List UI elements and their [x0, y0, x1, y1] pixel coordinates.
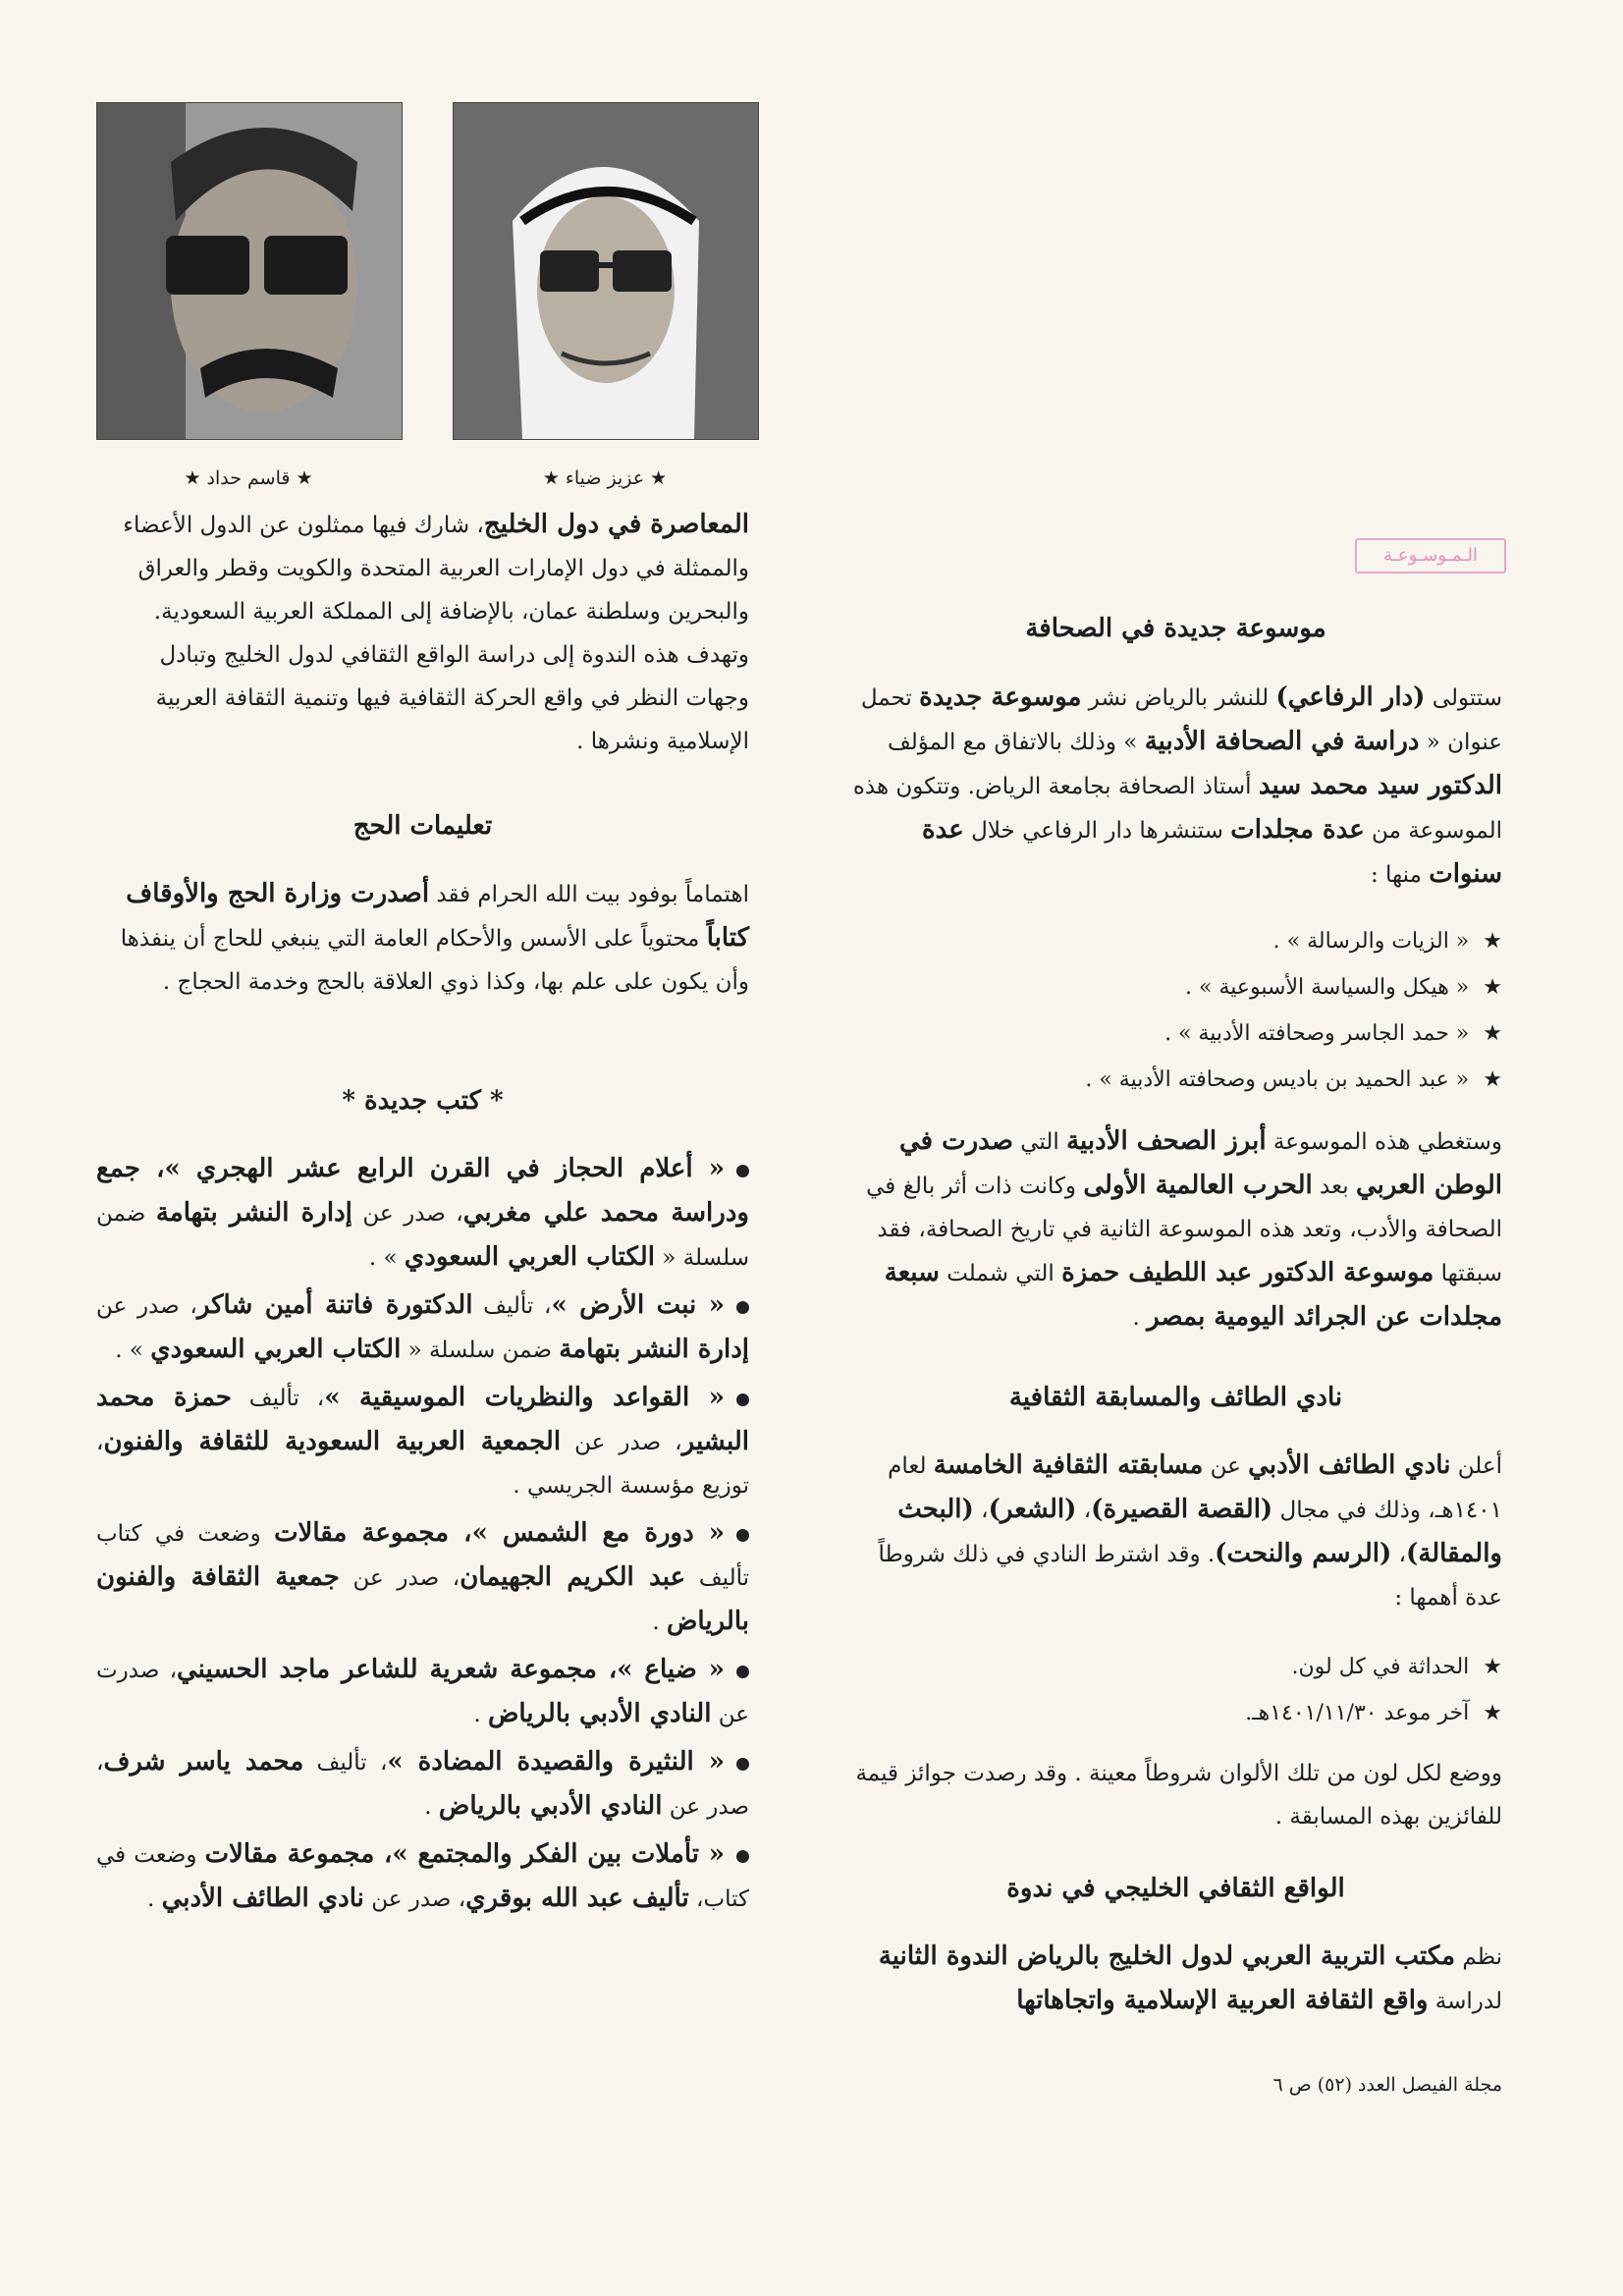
- paragraph-taif-contest: [849, 1444, 1502, 1619]
- paragraph-gulf-symposium: [849, 1935, 1502, 2023]
- book-item: [96, 1648, 749, 1736]
- text-run: ، تأليف: [472, 1293, 552, 1319]
- heading-new-books: * كتب جديدة *: [342, 1086, 504, 1116]
- text-run: ، صدر عن: [363, 1886, 466, 1912]
- bold-run: حمزة محمد البشير: [96, 1383, 749, 1456]
- text-run: ، صدر عن: [96, 1293, 197, 1319]
- bold-run: إدارة النشر بتهامة: [155, 1198, 352, 1228]
- bold-run: الكتاب العربي السعودي: [150, 1335, 402, 1364]
- text-run: ، صدرت عن: [96, 1658, 749, 1727]
- text-run: أستاذ الصحافة بجامعة الرياض. وتتكون هذه الموسوعة من: [852, 774, 1502, 844]
- portrait-qasim-image: [97, 103, 402, 439]
- bold-run: الدكتور سيد محمد سيد: [1258, 771, 1502, 800]
- text-run: ، توزيع مؤسسة الجريسي .: [96, 1430, 749, 1499]
- bold-run: مسابقته الثقافية الخامسة: [933, 1450, 1204, 1480]
- bold-run: النادي الأدبي بالرياض: [438, 1791, 663, 1821]
- text-run: محتوياً على الأسس والأحكام العامة التي ينبغي للحاج أن ينفذها وأن يكون على علم بها، وكذا ذوي العلاقة بالحج وخدمة الحجاج .: [120, 926, 749, 995]
- bold-run: موسوعة جديدة: [919, 683, 1082, 712]
- text-run: وستغطي هذه الموسوعة: [1266, 1129, 1502, 1155]
- list-item: [849, 964, 1502, 1011]
- bullet-icon: [736, 1850, 749, 1863]
- text-run: تحمل عنوان «: [860, 685, 1502, 755]
- text-run: ،: [1391, 1542, 1407, 1567]
- star-icon: ★: [1483, 1067, 1502, 1092]
- text-run: » .: [368, 1245, 405, 1271]
- bold-run: المعاصرة في دول الخليج: [483, 510, 749, 539]
- bold-run: أصدرت وزارة الحج والأوقاف كتاباً: [126, 879, 749, 953]
- text-run: .: [473, 1702, 488, 1727]
- paragraph-symposium-continued: [96, 503, 749, 763]
- paragraph-encyclopedia-coverage: [849, 1120, 1502, 1339]
- list-item: [849, 1690, 1502, 1736]
- book-item: [96, 1284, 749, 1372]
- bold-run: إدارة النشر بتهامة: [559, 1335, 749, 1364]
- bold-run: جمعية الثقافة والفنون بالرياض: [96, 1562, 749, 1636]
- bold-run: دراسة في الصحافة الأدبية: [1144, 727, 1420, 756]
- star-icon: ★: [1483, 975, 1502, 1000]
- text-run: نظم: [1455, 1944, 1502, 1970]
- bold-run: « تأملات بين الفكر والمجتمع »، مجموعة مقالات: [204, 1839, 725, 1869]
- text-run: ضمن سلسلة «: [96, 1201, 749, 1271]
- bold-run: مكتب التربية العربي لدول الخليج بالرياض الندوة الثانية: [878, 1941, 1456, 1971]
- list-item: [849, 1011, 1502, 1057]
- text-run: ، شارك فيها ممثلون عن الدول الأعضاء والممثلة في دول الإمارات العربية المتحدة والكويت وقطر والعراق والبحرين وسلطنة عمان، بالإضافة إلى المملكة العربية السعودية. وتهدف هذه الندوة إلى دراسة الواقع الثقافي لدول الخليج وتبادل وجهات النظر في واقع الحركة الثقافية فيها وتنمية الثقافة العربية الإسلامية ونشرها .: [123, 513, 749, 754]
- bold-run: نادي الطائف الأدبي: [1248, 1450, 1451, 1480]
- text-run: ، صدر عن: [352, 1201, 463, 1227]
- bullet-icon: [736, 1165, 749, 1177]
- paragraph-encyclopedia-intro: [849, 676, 1502, 897]
- bold-run: « ضياع »، مجموعة شعرية للشاعر ماجد الحسيني: [177, 1655, 725, 1684]
- list-item-text: الحداثة في كل لون.: [1291, 1655, 1470, 1679]
- list-item-text: « هيكل والسياسة الأسبوعية » .: [1185, 975, 1470, 1000]
- text-run: ، تأليف: [232, 1386, 325, 1411]
- bold-run: « النثيرة والقصيدة المضادة »: [387, 1747, 725, 1777]
- text-run: التي: [1012, 1129, 1067, 1155]
- caption-aziz: ★ عزيز ضياء ★: [542, 467, 668, 489]
- star-icon: ★: [1483, 929, 1502, 954]
- paragraph-text: ووضع لكل لون من تلك الألوان شروطاً معينة . وقد رصدت جوائز قيمة للفائزين بهذه المسابقة .: [855, 1761, 1502, 1830]
- heading-taif-club-contest: نادي الطائف والمسابقة الثقافية: [1008, 1383, 1343, 1412]
- star-icon: ★: [1483, 1701, 1502, 1725]
- new-books-list: [96, 1147, 749, 1925]
- star-icon: ★: [1483, 1655, 1502, 1679]
- bold-run: الحرب العالمية الأولى: [1083, 1171, 1313, 1200]
- caption-qasim: ★ قاسم حداد ★: [184, 467, 313, 489]
- text-run: ضمن سلسلة «: [401, 1338, 560, 1363]
- bullet-icon: [736, 1529, 749, 1542]
- text-run: .: [424, 1794, 439, 1820]
- bold-run: (البحث والمقالة): [897, 1495, 1502, 1568]
- bold-run: النادي الأدبي بالرياض: [487, 1699, 712, 1728]
- text-run: التي شملت: [939, 1261, 1062, 1286]
- book-item: [96, 1511, 749, 1644]
- bold-run: سبعة مجلدات عن الجرائد اليومية بمصر: [884, 1258, 1502, 1332]
- bold-run: (دار الرفاعي): [1275, 683, 1426, 712]
- bold-run: الكتاب العربي السعودي: [404, 1242, 655, 1272]
- bold-run: تأليف عبد الله بوقري: [465, 1884, 689, 1913]
- text-run: اهتماماً بوفود بيت الله الحرام فقد: [429, 882, 749, 907]
- bold-run: أبرز الصحف الأدبية: [1066, 1126, 1267, 1156]
- book-item: [96, 1147, 749, 1280]
- book-item: [96, 1740, 749, 1829]
- bold-run: عدة سنوات: [922, 815, 1502, 889]
- bold-run: (القصة القصيرة): [1091, 1495, 1273, 1524]
- heading-hajj-instructions: تعليمات الحج: [352, 811, 493, 841]
- text-run: للنشر بالرياض نشر: [1081, 685, 1276, 711]
- bold-run: عدة مجلدات: [1230, 815, 1365, 845]
- text-run: أعلن: [1450, 1453, 1502, 1479]
- text-run: منها :: [1370, 862, 1430, 888]
- list-item-text: « الزيات والرسالة » .: [1272, 929, 1470, 954]
- book-item: [96, 1376, 749, 1507]
- section-tag: الـمـوسـوعـة: [1355, 538, 1506, 574]
- bold-run: صدرت في الوطن العربي: [899, 1126, 1502, 1200]
- bold-run: محمد ياسر شرف: [103, 1747, 304, 1777]
- text-run: » وذلك بالاتفاق مع المؤلف: [887, 730, 1145, 755]
- bold-run: « نبت الأرض »: [551, 1290, 725, 1320]
- text-run: .: [1132, 1305, 1148, 1331]
- list-item: [849, 1644, 1502, 1690]
- portrait-aziz-diaa: [453, 102, 759, 440]
- bold-run: عبد الكريم الجهيمان: [460, 1562, 686, 1592]
- bold-run: (الرسم والنحت): [1215, 1539, 1392, 1568]
- text-run: » .: [115, 1338, 151, 1363]
- text-run: ،: [1076, 1498, 1092, 1523]
- text-run: بعد: [1312, 1174, 1356, 1199]
- text-run: لدراسة: [1428, 1989, 1502, 2014]
- bullet-icon: [736, 1666, 749, 1678]
- paragraph-hajj-instructions: [96, 872, 749, 1004]
- list-item: [849, 918, 1502, 964]
- text-run: .: [652, 1610, 667, 1635]
- list-item-text: « حمد الجاسر وصحافته الأدبية » .: [1164, 1021, 1470, 1046]
- page-footer: مجلة الفيصل العدد (٥٢) ص ٦: [1272, 2074, 1502, 2096]
- text-run: وكانت ذات أثر بالغ في الصحافة والأدب، وتعد هذه الموسوعة الثانية في تاريخ الصحافة، فقد سبقتها: [866, 1174, 1502, 1286]
- heading-new-encyclopedia: موسوعة جديدة في الصحافة: [1025, 614, 1326, 643]
- text-run: ، تأليف: [303, 1750, 388, 1776]
- bold-run: « القواعد والنظريات الموسيقية »: [324, 1383, 725, 1412]
- text-run: لعام ١٤٠١هـ، وذلك في مجال: [888, 1453, 1502, 1523]
- text-run: وضعت في كتاب تأليف: [96, 1521, 749, 1591]
- list-item: [849, 1057, 1502, 1103]
- portrait-aziz-image: [454, 103, 758, 439]
- bold-run: الجمعية العربية السعودية للثقافة والفنون: [103, 1427, 562, 1456]
- text-run: ستنشرها دار الرفاعي خلال: [963, 818, 1231, 844]
- text-run: .: [146, 1886, 162, 1912]
- portrait-qasim-haddad: [96, 102, 403, 440]
- bold-run: (الشعر): [988, 1495, 1077, 1524]
- bold-run: « دورة مع الشمس »، مجموعة مقالات: [274, 1518, 726, 1548]
- star-icon: ★: [1483, 1021, 1502, 1046]
- bold-run: واقع الثقافة العربية الإسلامية واتجاهاتها: [1016, 1986, 1429, 2015]
- text-run: ،: [973, 1498, 989, 1523]
- bullet-icon: [736, 1394, 749, 1406]
- bold-run: نادي الطائف الأدبي: [161, 1884, 364, 1913]
- book-item: [96, 1832, 749, 1921]
- text-run: وضعت في كتاب،: [96, 1842, 749, 1912]
- text-run: ، صدر عن: [561, 1430, 682, 1455]
- text-run: عن: [1203, 1453, 1249, 1479]
- bold-run: موسوعة الدكتور عبد اللطيف حمزة: [1061, 1258, 1434, 1287]
- bullet-icon: [736, 1758, 749, 1771]
- bullet-icon: [736, 1301, 749, 1314]
- text-run: ، صدر عن: [96, 1750, 749, 1820]
- contest-conditions-list: [849, 1644, 1502, 1736]
- text-run: ، صدر عن: [339, 1565, 460, 1591]
- list-item-text: « عبد الحميد بن باديس وصحافته الأدبية » .: [1085, 1067, 1470, 1092]
- bold-run: الدكتورة فاتنة أمين شاكر: [196, 1290, 473, 1320]
- bold-run: « أعلام الحجاز في القرن الرابع عشر الهجري »، جمع ودراسة محمد علي مغربي: [96, 1154, 749, 1228]
- encyclopedia-volumes-list: [849, 918, 1502, 1103]
- paragraph-contest-prizes: [849, 1752, 1502, 1838]
- list-item-text: آخر موعد ١٤٠١/١١/٣٠هـ.: [1245, 1701, 1470, 1725]
- heading-gulf-cultural-symposium: الواقع الثقافي الخليجي في ندوة: [1006, 1874, 1345, 1903]
- text-run: . وقد اشترط النادي في ذلك شروطاً عدة أهمها :: [878, 1542, 1502, 1611]
- text-run: ستتولى: [1425, 685, 1502, 711]
